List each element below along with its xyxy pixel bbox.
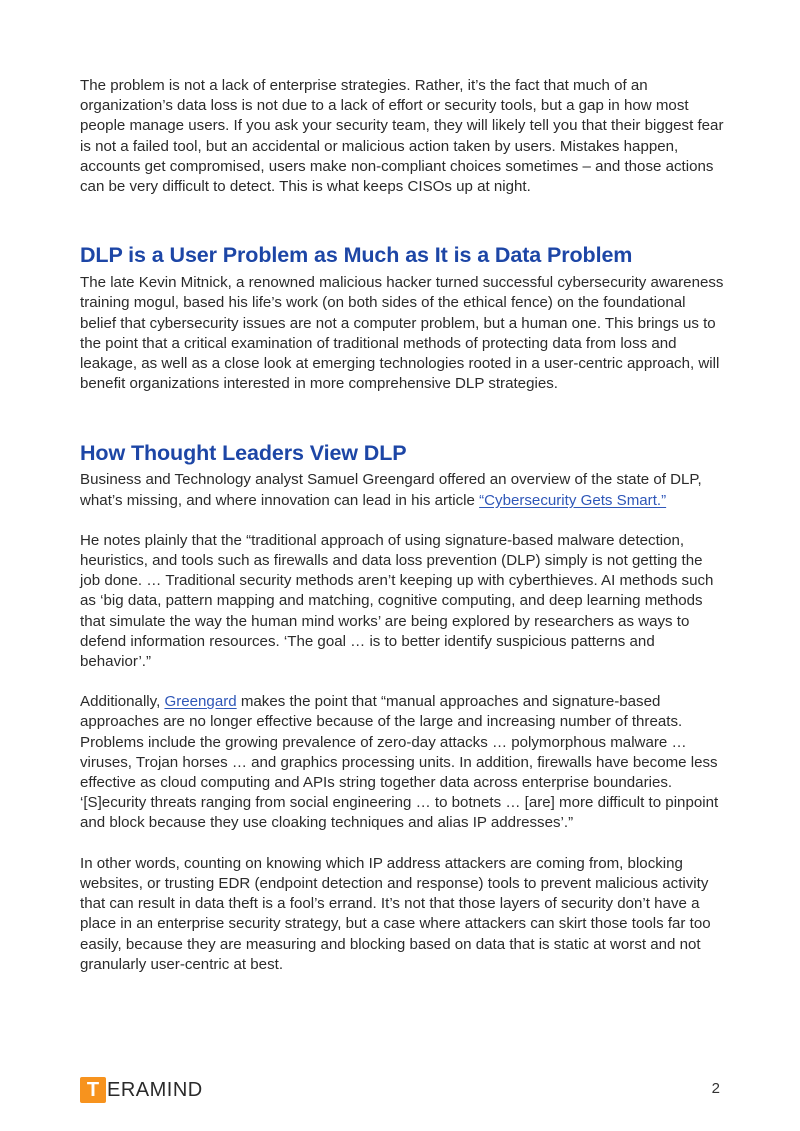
- paragraph-spacer: [80, 834, 725, 854]
- document-body: [80, 76, 725, 975]
- paragraph-spacer: [80, 672, 725, 692]
- paragraph-text: Additionally,: [80, 693, 165, 711]
- thought-leaders-paragraph-1: [80, 470, 725, 510]
- intro-paragraph: The problem is not a lack of enterprise strategies. Rather, it’s the fact that much of an organization’s data loss is not due to a lack of effort or security tools, but a gap in how most people manage users. If you ask your security team, they will likely tell you that their biggest fear is not a failed tool, but an accidental or malicious action taken by users. Mistakes happen, accounts get compromised, users make non-compliant choices sometimes – and those actions can be very difficult to detect. This is what keeps CISOs up at night.: [80, 77, 724, 196]
- page-number: 2: [711, 1080, 720, 1097]
- logo-mark-t: T: [80, 1077, 106, 1103]
- teramind-logo: [80, 1077, 203, 1103]
- paragraph-spacer: [80, 511, 725, 531]
- greengard-link[interactable]: Greengard: [164, 693, 237, 711]
- thought-leaders-paragraph-3: [80, 692, 725, 833]
- thought-leaders-paragraph-4: In other words, counting on knowing which IP address attackers are coming from, blocking websites, or trusting EDR (endpoint detection and response) tools to prevent malicious activity that can result in data theft is a fool’s errand. It’s not that those layers of security don’t have a place in an enterprise security strategy, but a case where attackers can skirt those tools far too easily, because they are measuring and blocking based on data that is static at worst and not granularly user-centric at best.: [80, 854, 711, 973]
- thought-leaders-paragraph-2: He notes plainly that the “traditional approach of using signature-based malware detection, heuristics, and tools such as firewalls and data loss prevention (DLP) simply is not getting the job done. … Traditional security methods aren’t keeping up with cyberthieves. AI methods such as ‘big data, pattern mapping and matching, cognitive computing, and deep learning methods that simulate the way the human mind works’ are being explored by researchers as ways to defend information resources. ‘The goal … is to better identify suspicious patterns and behavior’.”: [80, 531, 714, 671]
- dlp-user-problem-paragraph: The late Kevin Mitnick, a renowned malicious hacker turned successful cybersecurity awareness training mogul, based his life’s work (on both sides of the ethical fence) on the foundational belief that cybersecurity issues are not a computer problem, but a human one. This brings us to the point that a critical examination of traditional methods of protecting data from loss and leakage, as well as a close look at emerging technologies rooted in a user-centric approach, will benefit organizations interested in more comprehensive DLP strategies.: [80, 274, 724, 393]
- article-link-cybersecurity-gets-smart[interactable]: “Cybersecurity Gets Smart.”: [479, 491, 667, 509]
- section-heading-thought-leaders: How Thought Leaders View DLP: [80, 441, 407, 466]
- paragraph-text: makes the point that “manual approaches and signature-based approaches are no longer effective because of the large and increasing number of threats. Problems include the growing prevalence of zero-day attacks … polymorphous malware … viruses, Trojan horses … and graphics processing units. In addition, firewalls have become less effective as cloud computing and APIs string together data across enterprise boundaries. ‘[S]ecurity threats ranging from social engineering … to botnets … [are] more difficult to pinpoint and block because they use cloaking techniques and alias IP addresses’.”: [80, 693, 719, 832]
- paragraph-text: Business and Technology analyst Samuel Greengard offered an overview of the state of DLP, what’s missing, and where innovation can lead in his article: [80, 471, 702, 509]
- section-heading-dlp-user-problem: DLP is a User Problem as Much as It is a Data Problem: [80, 243, 633, 268]
- logo-wordmark: ERAMIND: [107, 1079, 203, 1101]
